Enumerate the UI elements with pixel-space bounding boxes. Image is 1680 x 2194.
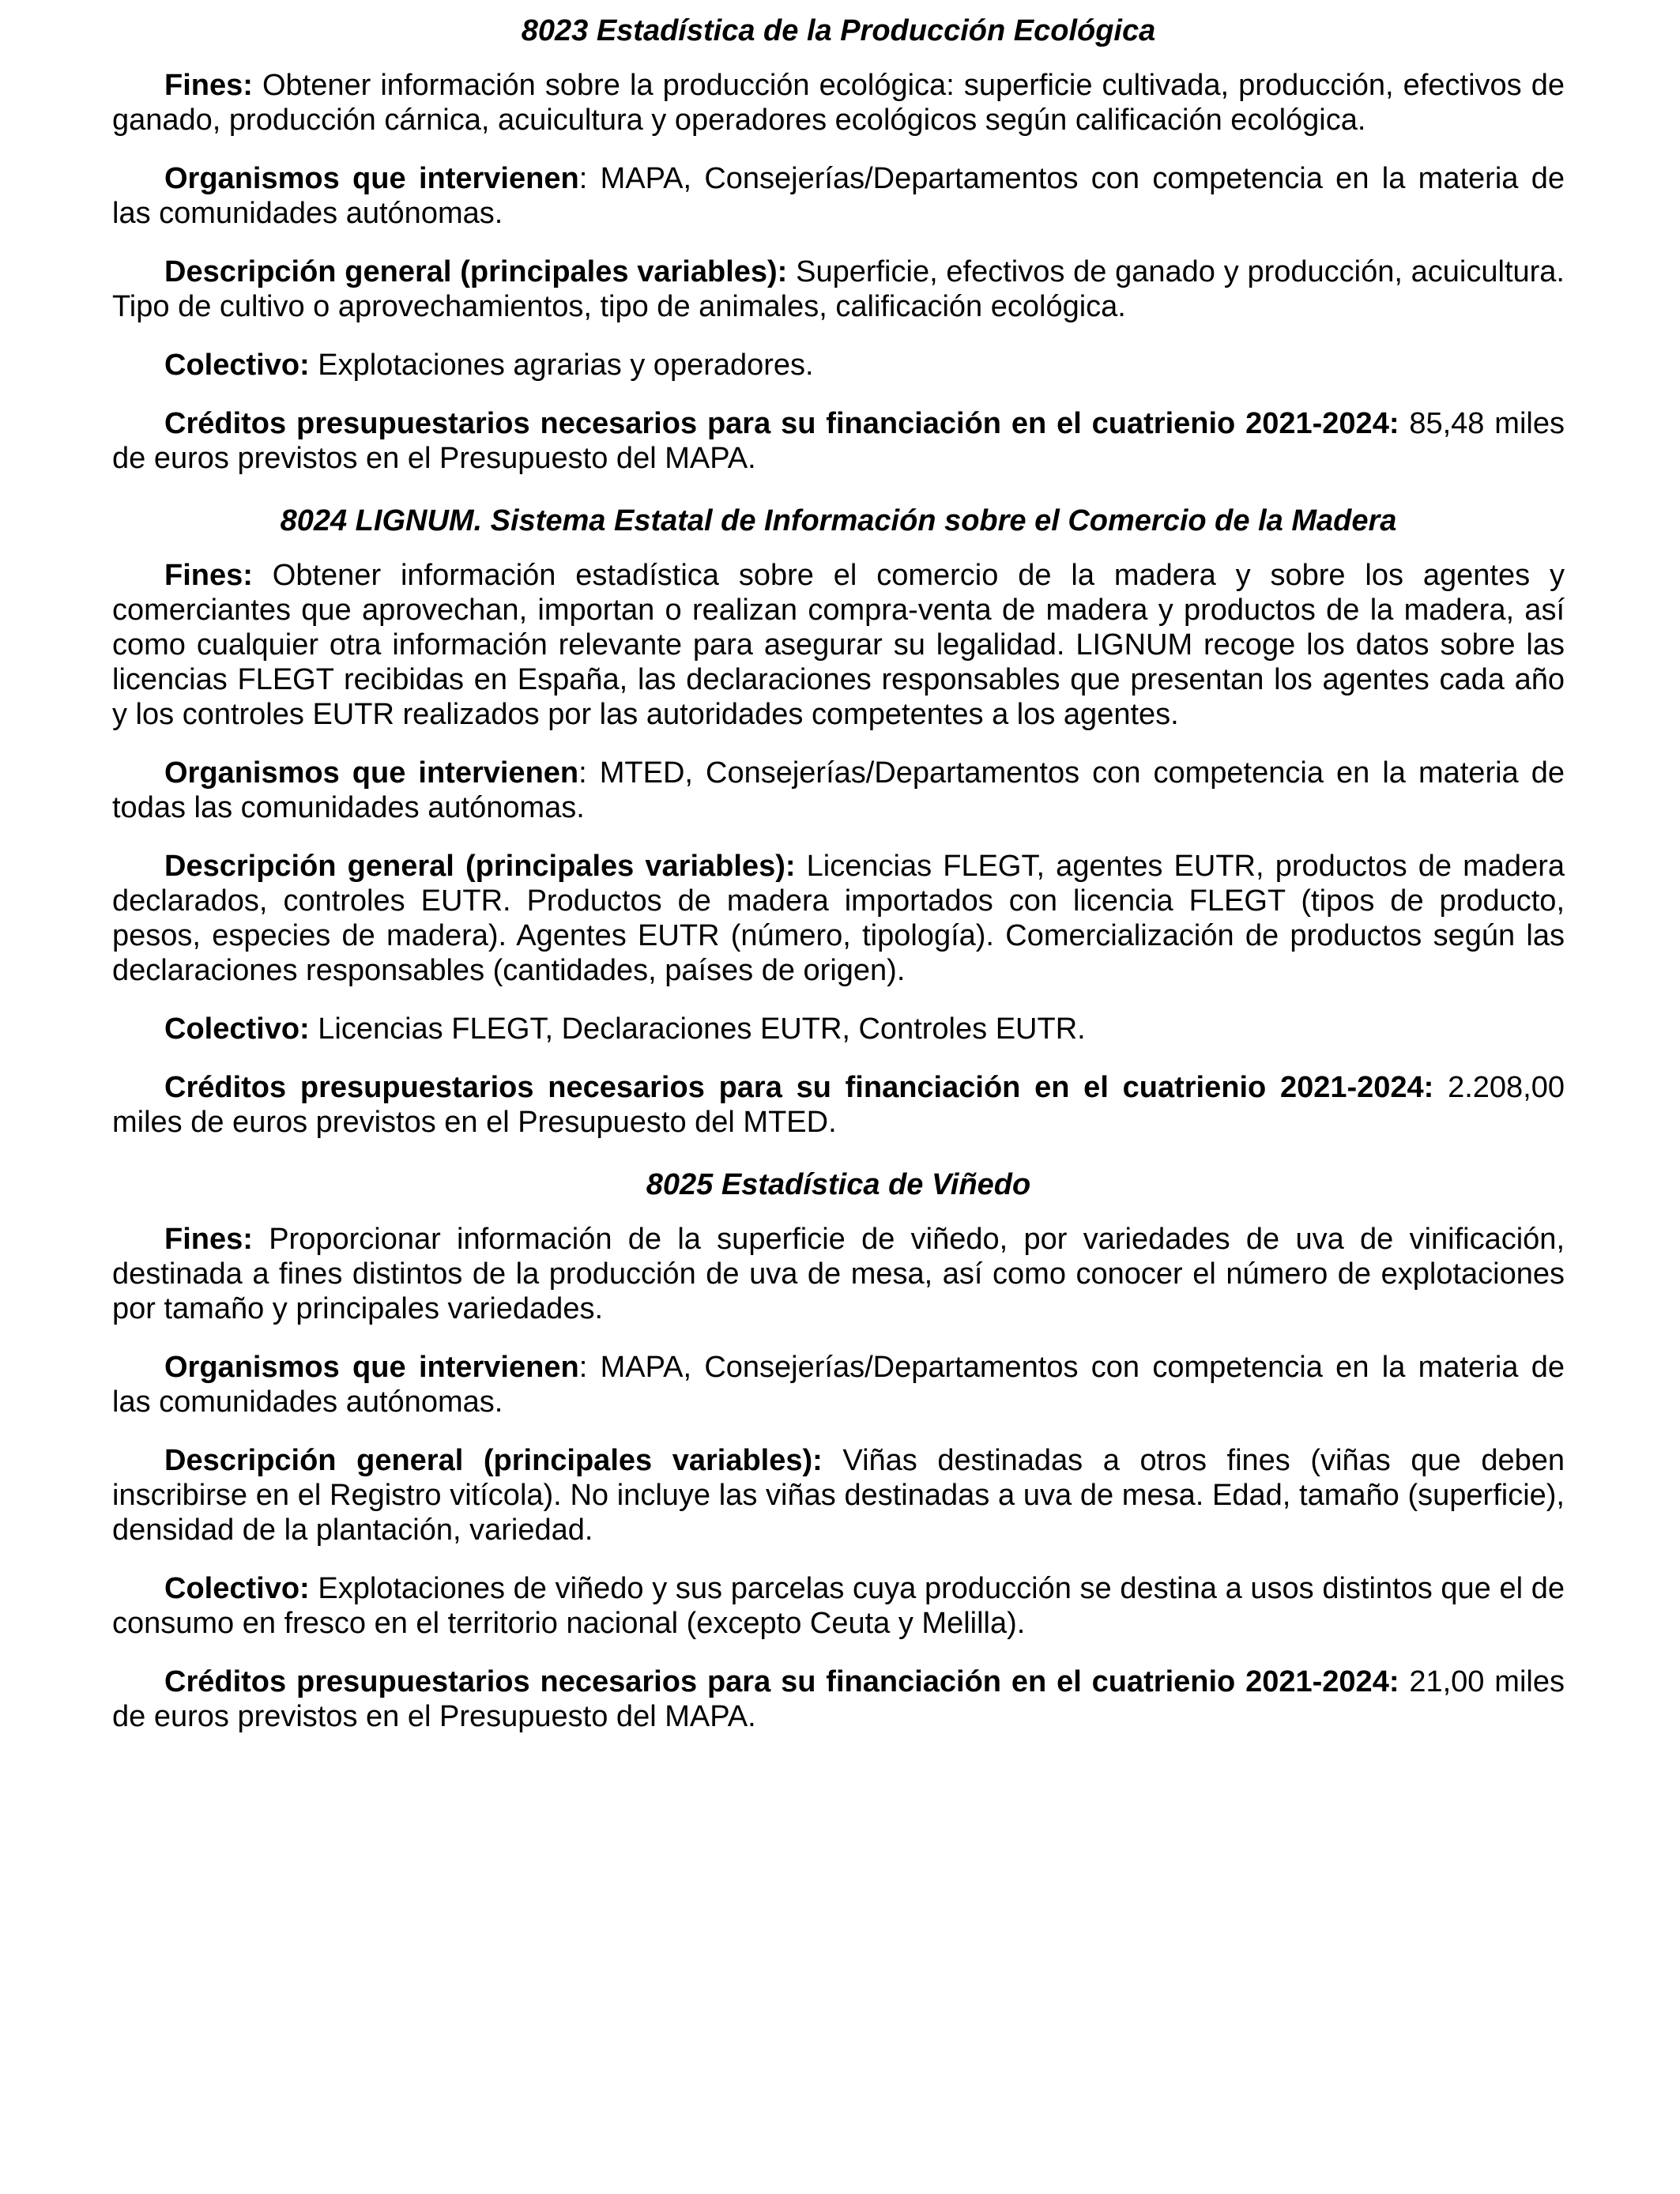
colectivo-paragraph (112, 1012, 1565, 1046)
creditos-label: Créditos presupuestarios necesarios para su financiación en el cuatrienio 2021-2024: (164, 407, 1399, 440)
section-8024 (112, 503, 1565, 1140)
descripcion-paragraph (112, 849, 1565, 988)
organismos-paragraph (112, 1350, 1565, 1419)
descripcion-label: Descripción general (principales variables): (164, 1444, 823, 1477)
section-title: 8023 Estadística de la Producción Ecológica (521, 14, 1156, 47)
descripcion-label: Descripción general (principales variables): (164, 255, 788, 288)
descripcion-text: Licencias FLEGT, agentes EUTR, productos de madera declarados, controles EUTR. Productos de madera importados con licencia FLEGT (tipos de producto, pesos, especies de madera). Agentes EUTR (número, tipología). Comercialización de productos según las declaraciones responsables (cantidades, países de origen). (112, 850, 1565, 987)
section-title: 8025 Estadística de Viñedo (646, 1168, 1031, 1201)
organismos-text: : MAPA, Consejerías/Departamentos con competencia en la materia de las comunidades autónomas. (112, 162, 1565, 230)
colectivo-label: Colectivo: (164, 1012, 310, 1046)
colectivo-paragraph (112, 1571, 1565, 1641)
section-8025 (112, 1167, 1565, 1734)
section-title: 8024 LIGNUM. Sistema Estatal de Información sobre el Comercio de la Madera (280, 504, 1397, 537)
creditos-text: 2.208,00 miles de euros previstos en el Presupuesto del MTED. (112, 1071, 1565, 1139)
descripcion-text: Viñas destinadas a otros fines (viñas que deben inscribirse en el Registro vitícola). No incluye las viñas destinadas a uva de mesa. Edad, tamaño (superficie), densidad de la plantación, variedad. (112, 1444, 1565, 1547)
creditos-label: Créditos presupuestarios necesarios para su financiación en el cuatrienio 2021-2024: (164, 1071, 1434, 1104)
fines-label: Fines: (164, 1223, 253, 1256)
descripcion-label: Descripción general (principales variables): (164, 850, 796, 883)
organismos-paragraph (112, 756, 1565, 825)
colectivo-text: Explotaciones de viñedo y sus parcelas cuya producción se destina a usos distintos que el de consumo en fresco en el territorio nacional (excepto Ceuta y Melilla). (112, 1572, 1565, 1640)
colectivo-text: Explotaciones agrarias y operadores. (309, 349, 814, 382)
fines-text: Obtener información estadística sobre el comercio de la madera y sobre los agentes y comerciantes que aprovechan, importan o realizan compra-venta de madera y productos de la madera, así como cualquier otra información relevante para asegurar su legalidad. LIGNUM recoge los datos sobre las licencias FLEGT recibidas en España, las declaraciones responsables que presentan los agentes cada año y los controles EUTR realizados por las autoridades competentes a los agentes. (112, 559, 1565, 731)
colectivo-label: Colectivo: (164, 1572, 310, 1605)
organismos-label: Organismos que intervienen (164, 162, 579, 195)
creditos-text: 85,48 miles de euros previstos en el Presupuesto del MAPA. (112, 407, 1565, 475)
fines-paragraph (112, 1222, 1565, 1326)
fines-label: Fines: (164, 69, 253, 102)
organismos-label: Organismos que intervienen (164, 756, 579, 790)
fines-paragraph (112, 68, 1565, 138)
colectivo-paragraph (112, 348, 1565, 383)
creditos-text: 21,00 miles de euros previstos en el Presupuesto del MAPA. (112, 1665, 1565, 1733)
descripcion-paragraph (112, 254, 1565, 324)
creditos-paragraph (112, 406, 1565, 476)
descripcion-text: Superficie, efectivos de ganado y producción, acuicultura. Tipo de cultivo o aprovechamientos, tipo de animales, calificación ecológica. (112, 255, 1565, 323)
organismos-paragraph (112, 161, 1565, 231)
organismos-label: Organismos que intervienen (164, 1351, 579, 1384)
colectivo-text: Licencias FLEGT, Declaraciones EUTR, Controles EUTR. (309, 1012, 1086, 1046)
creditos-label: Créditos presupuestarios necesarios para su financiación en el cuatrienio 2021-2024: (164, 1665, 1399, 1698)
fines-text: Proporcionar información de la superficie de viñedo, por variedades de uva de vinificación, destinada a fines distintos de la producción de uva de mesa, así como conocer el número de explotaciones por tamaño y principales variedades. (112, 1223, 1565, 1325)
creditos-paragraph (112, 1070, 1565, 1140)
descripcion-paragraph (112, 1443, 1565, 1547)
creditos-paragraph (112, 1664, 1565, 1734)
fines-label: Fines: (164, 559, 253, 592)
fines-text: Obtener información sobre la producción ecológica: superficie cultivada, producción, efectivos de ganado, producción cárnica, acuicultura y operadores ecológicos según calificación ecológica. (112, 69, 1565, 137)
organismos-text: : MAPA, Consejerías/Departamentos con competencia en la materia de las comunidades autónomas. (112, 1351, 1565, 1419)
fines-paragraph (112, 558, 1565, 732)
colectivo-label: Colectivo: (164, 349, 310, 382)
document-page (112, 13, 1565, 1761)
organismos-text: : MTED, Consejerías/Departamentos con competencia en la materia de todas las comunidades autónomas. (112, 756, 1565, 824)
section-8023 (112, 13, 1565, 476)
